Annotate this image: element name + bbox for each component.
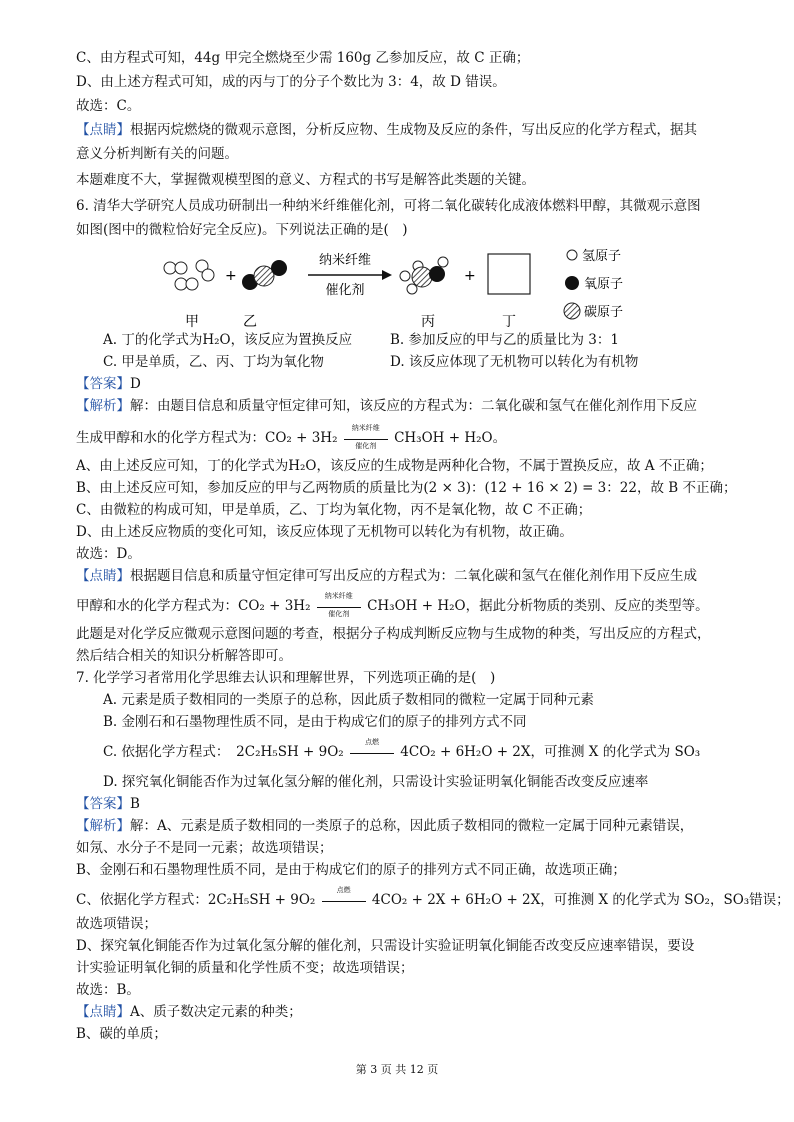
text-line: D、由上述反应物质的变化可知，该反应体现了无机物可以转化为有机物，故正确。 (76, 524, 573, 540)
arrow-condition-bottom: 催化剂 (355, 441, 377, 450)
text-line: 故选：C。 (76, 98, 141, 114)
text-line: 如氖、水分子不是同一元素；故选项错误； (76, 840, 333, 856)
option-b: B. 参加反应的甲与乙的质量比为 3：1 (390, 332, 619, 348)
option-a: A. 丁的化学式为H₂O，该反应为置换反应 (103, 332, 353, 348)
text-line: 故选：B。 (76, 982, 140, 998)
note-tag: 【点睛】 (76, 122, 130, 138)
answer-tag: 【答案】 (76, 376, 130, 392)
label-yi: 乙 (243, 314, 257, 330)
label-jia: 甲 (185, 314, 199, 330)
equation-line (76, 423, 507, 450)
note-tag: 【点睛】 (76, 568, 130, 584)
text-line: C、由微粒的构成可知，甲是单质，乙、丁均为氧化物，丙不是氧化物，故 C 不正确； (76, 502, 592, 518)
label-ding: 丁 (502, 314, 516, 330)
answer-value: D (130, 376, 141, 392)
arrow-condition-top: 纳米纤维 (324, 591, 353, 600)
equation-arrow (350, 737, 394, 763)
text-line: 故选项错误； (76, 916, 157, 932)
note-text: A、质子数决定元素的种类； (130, 1004, 302, 1020)
legend (564, 249, 623, 320)
option-d: D. 该反应体现了无机物可以转化为有机物 (390, 354, 639, 370)
plus-sign: + (225, 268, 237, 284)
option-a: A. 元素是质子数相同的一类原子的总称，因此质子数相同的微粒一定属于同种元素 (103, 692, 594, 708)
text-line: 此题是对化学反应微观示意图问题的考查，根据分子构成判断反应物与生成物的种类，写出反应的方程式， (76, 626, 711, 642)
arrow-condition-top: 点燃 (336, 885, 351, 894)
note-text: 根据题目信息和质量守恒定律可写出反应的方程式为：二氧化碳和氢气在催化剂作用下反应生成 (130, 568, 697, 584)
note-line (76, 120, 697, 140)
equation-arrow (322, 885, 366, 911)
equation-right: CH₃OH + H₂O，据此分析物质的类别、反应的类型等。 (367, 598, 709, 614)
option-c: C. 甲是单质，乙、丙、丁均为氧化物 (103, 354, 324, 370)
option-b: B. 金刚石和石墨物理性质不同，是由于构成它们的原子的排列方式不同 (103, 714, 527, 730)
equation-line (76, 885, 790, 911)
equation-left: 甲醇和水的化学方程式为：CO₂ + 3H₂ (76, 598, 311, 614)
legend-hydrogen: 氢原子 (582, 249, 622, 264)
legend-carbon: 碳原子 (584, 305, 624, 320)
plus-sign: + (464, 268, 476, 284)
equation-line (76, 591, 709, 618)
text-line: D、由上述方程式可知，成的丙与丁的分子个数比为 3：4，故 D 错误。 (76, 74, 506, 90)
arrow-condition-top: 纳米纤维 (351, 423, 380, 432)
equation-right: CH₃OH + H₂O。 (394, 430, 507, 446)
answer-line (76, 374, 141, 394)
equation-left: 生成甲醇和水的化学方程式为：CO₂ + 3H₂ (76, 430, 338, 446)
hydrogen-molecules-icon (164, 260, 214, 290)
unknown-product-box (488, 254, 530, 294)
analysis-line (76, 816, 693, 836)
option-d: D. 探究氧化铜能否作为过氧化氢分解的催化剂，只需设计实验证明氧化铜能否改变反应速率 (103, 774, 649, 790)
equation-right: 4CO₂ + 2X + 6H₂O + 2X，可推测 X 的化学式为 SO₂，SO₃错误； (371, 892, 790, 908)
text-line: 意义分析判断有关的问题。 (76, 146, 238, 162)
methanol-molecule-icon (400, 257, 448, 294)
text-line: 本题难度不大，掌握微观模型图的意义、方程式的书写是解答此类题的关键。 (76, 172, 535, 188)
answer-value: B (130, 796, 140, 812)
option-c (103, 737, 701, 763)
text-line: B、由上述反应可知，参加反应的甲与乙两物质的质量比为(2 × 3)：(12 + 16 × 2) = 3：22，故 B 不正确； (76, 480, 737, 496)
note-tag: 【点睛】 (76, 1004, 130, 1020)
equation-arrow (317, 591, 361, 618)
equation-arrow (344, 423, 388, 450)
answer-line (76, 794, 140, 814)
analysis-text: 解：A、元素是质子数相同的一类原子的总称，因此质子数相同的微粒一定属于同种元素错误， (130, 818, 694, 834)
analysis-tag: 【解析】 (76, 398, 130, 414)
arrow-bottom-label: 催化剂 (325, 283, 365, 298)
reaction-micro-diagram (150, 246, 670, 332)
note-line (76, 566, 697, 586)
option-c-right: 4CO₂ + 6H₂O + 2X，可推测 X 的化学式为 SO₃ (400, 744, 701, 760)
text-line: C、由方程式可知，44g 甲完全燃烧至少需 160g 乙参加反应，故 C 正确； (76, 50, 530, 66)
option-c-left: C. 依据化学方程式： 2C₂H₅SH + 9O₂ (103, 744, 344, 760)
text-line: D、探究氧化铜能否作为过氧化氢分解的催化剂，只需设计实验证明氧化铜能否改变反应速率错误，要设 (76, 938, 695, 954)
label-bing: 丙 (421, 314, 435, 330)
arrow-top-label: 纳米纤维 (318, 253, 372, 268)
text-line: A、由上述反应可知，丁的化学式为H₂O，该反应的生成物是两种化合物，不属于置换反应，故 A 不正确； (76, 458, 713, 474)
text-line: B、碳的单质； (76, 1026, 167, 1042)
note-line (76, 1002, 302, 1022)
text-line: 然后结合相关的知识分析解答即可。 (76, 648, 292, 664)
question-7-stem: 7. 化学学习者常用化学思维去认识和理解世界，下列选项正确的是( ) (76, 670, 496, 686)
text-line: B、金刚石和石墨物理性质不同，是由于构成它们的原子的排列方式不同正确，故选项正确； (76, 862, 626, 878)
analysis-tag: 【解析】 (76, 818, 130, 834)
text-line: 计实验证明氧化铜的质量和化学性质不变；故选项错误； (76, 960, 414, 976)
page-footer: 第 3 页 共 12 页 (355, 1063, 439, 1076)
note-text: 根据丙烷燃烧的微观示意图，分析反应物、生成物及反应的条件，写出反应的化学方程式，据其 (130, 122, 697, 138)
analysis-line (76, 396, 697, 416)
answer-tag: 【答案】 (76, 796, 130, 812)
text-line: 故选：D。 (76, 546, 141, 562)
arrow-condition-top: 点燃 (364, 737, 379, 746)
arrow-condition-bottom: 催化剂 (328, 609, 350, 618)
question-6-stem: 如图(图中的微粒恰好完全反应)。下列说法正确的是( ) (76, 222, 408, 238)
equation-left: C、依据化学方程式：2C₂H₅SH + 9O₂ (76, 892, 316, 908)
carbon-dioxide-molecule-icon (242, 260, 287, 290)
question-6-stem: 6. 清华大学研究人员成功研制出一种纳米纤维催化剂，可将二氧化碳转化成液体燃料甲醇，其微观示意图 (76, 198, 701, 214)
analysis-text: 解：由题目信息和质量守恒定律可知，该反应的方程式为：二氧化碳和氢气在催化剂作用下反应 (130, 398, 697, 414)
legend-oxygen: 氧原子 (584, 277, 624, 292)
